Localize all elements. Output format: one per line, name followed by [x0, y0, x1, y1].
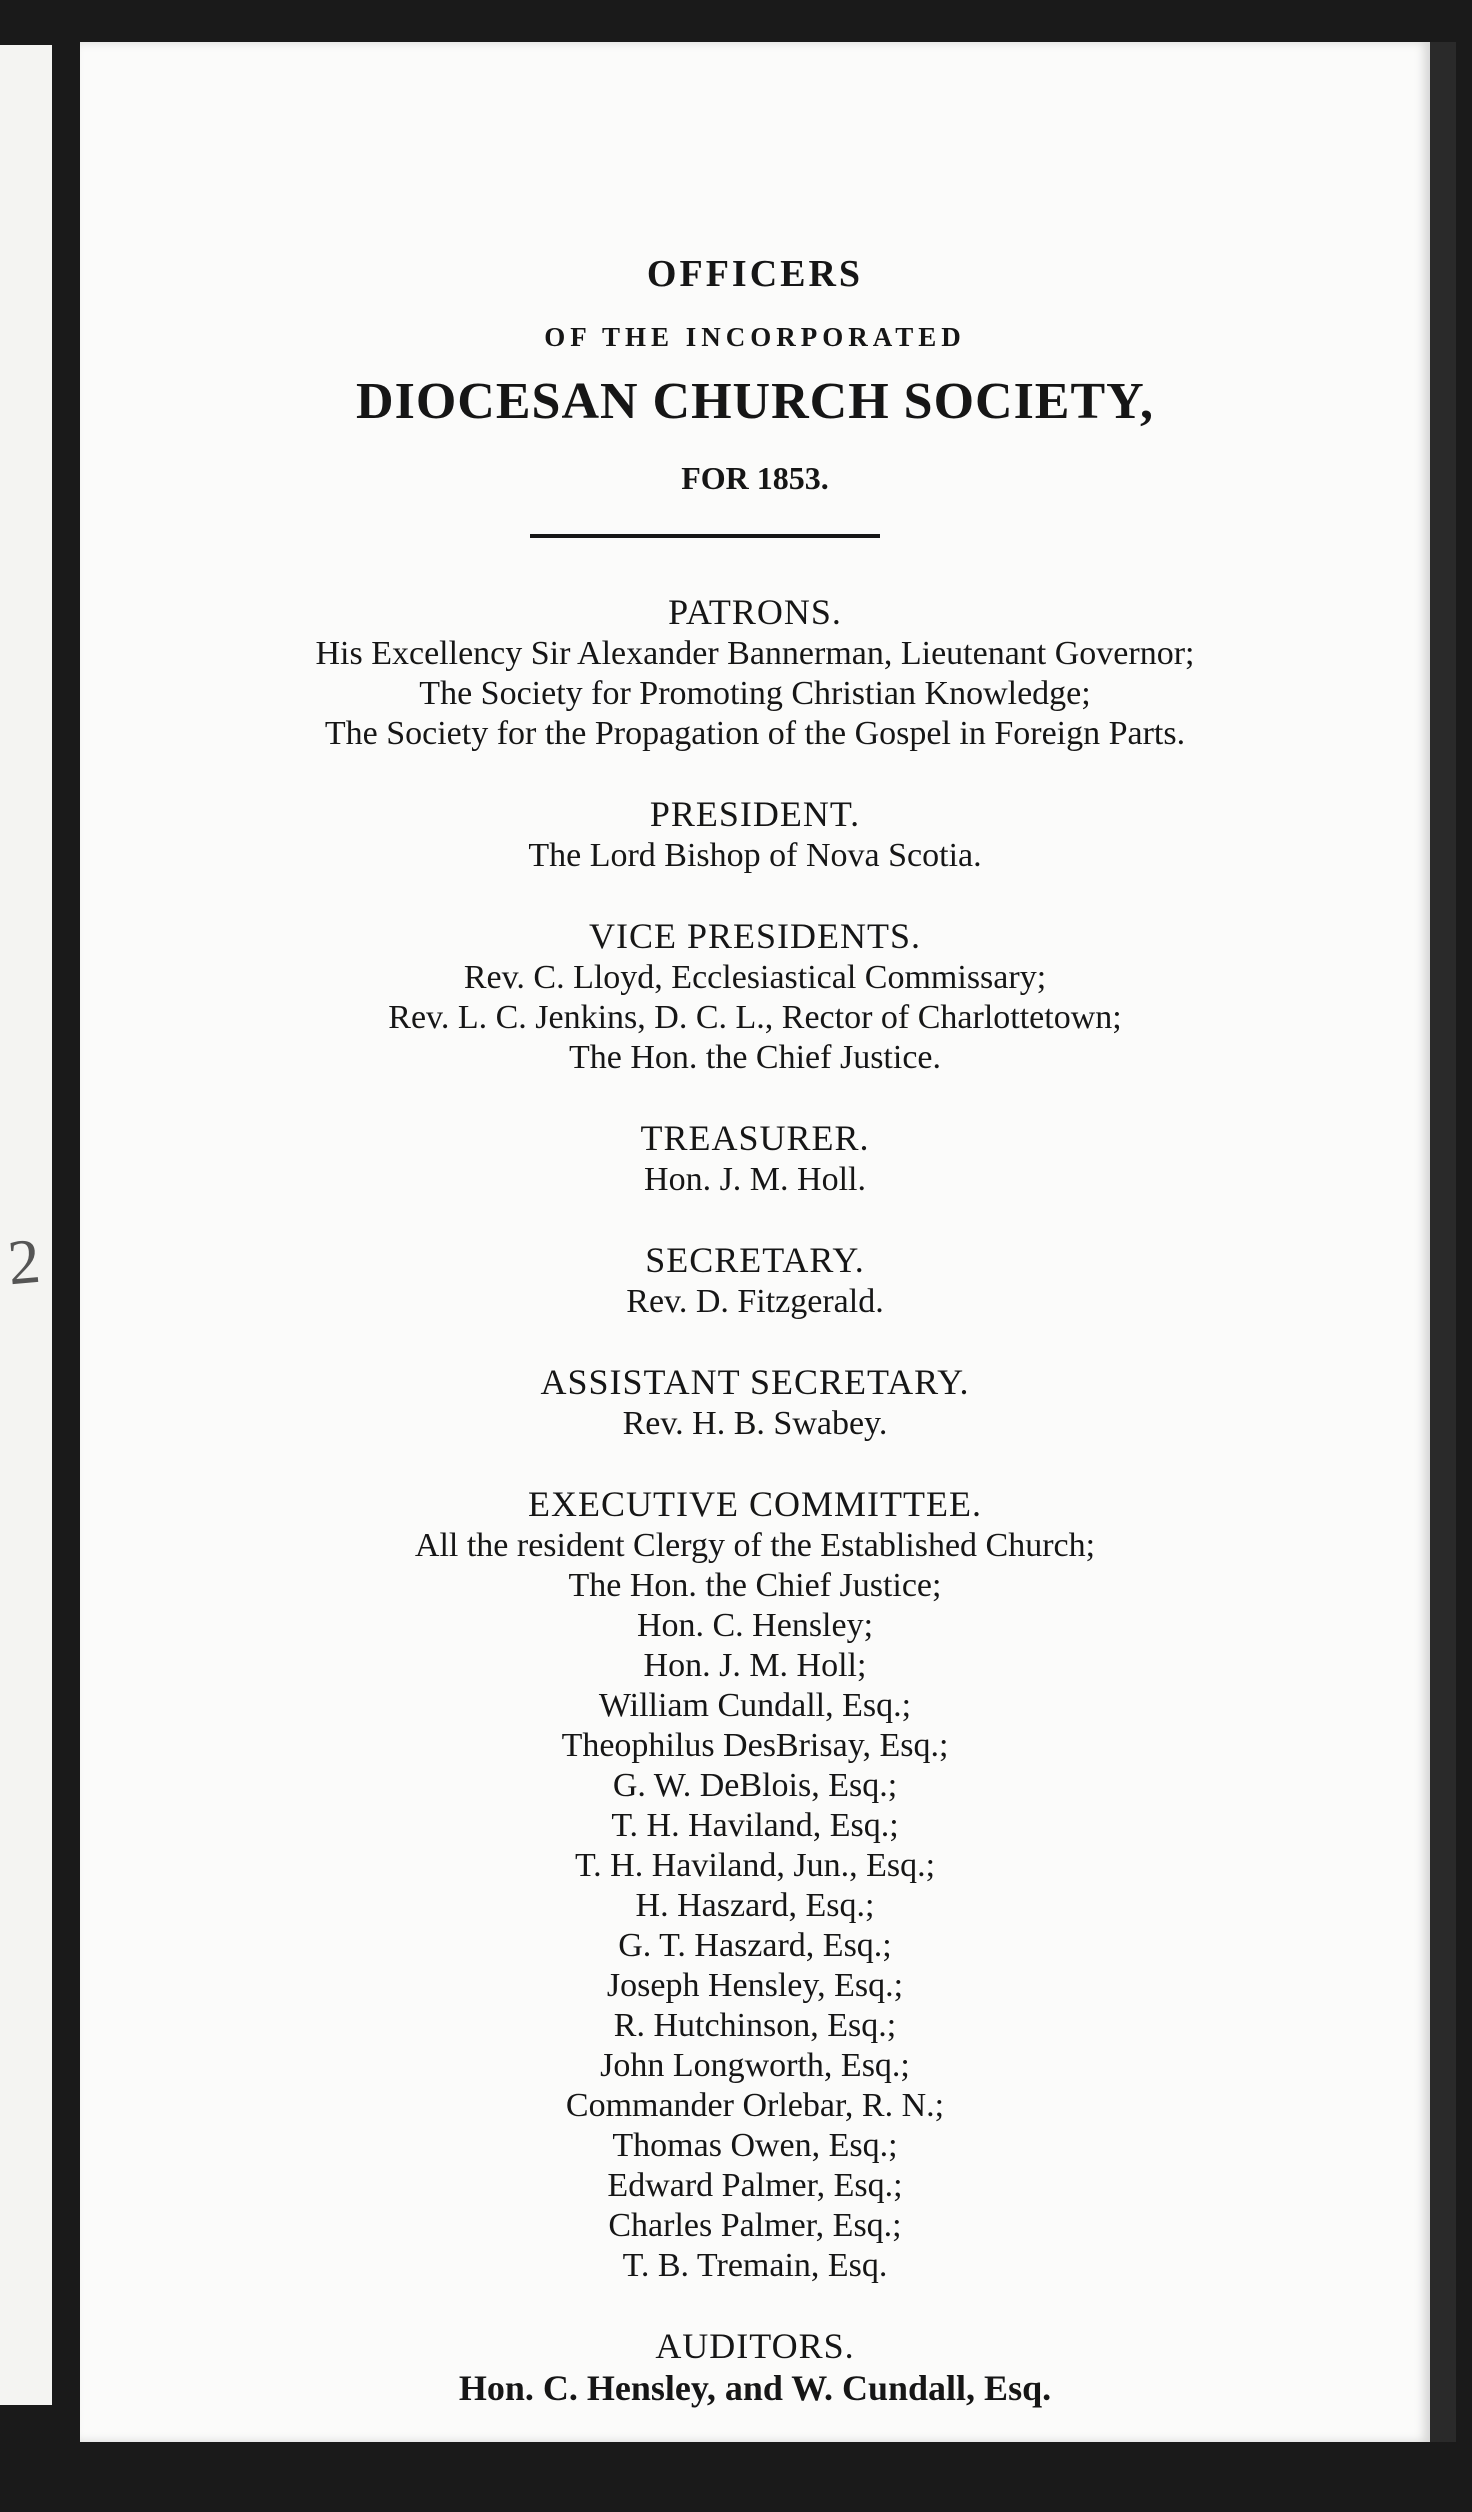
section-line: Joseph Hensley, Esq.;	[606, 1967, 904, 2004]
section-line: The Society for the Propagation of the Gospel in Foreign Parts.	[324, 715, 1186, 752]
section-line: Commander Orlebar, R. N.;	[565, 2087, 945, 2124]
section-heading: ASSISTANT SECRETARY.	[540, 1362, 970, 1402]
section-secretary	[80, 1238, 1430, 1322]
section-heading: PATRONS.	[668, 592, 842, 632]
section-executive-committee	[80, 1482, 1430, 2286]
section-line: The Hon. the Chief Justice;	[568, 1567, 942, 1604]
section-line: Theophilus DesBrisay, Esq.;	[561, 1727, 949, 1764]
facing-page-edge	[0, 45, 52, 2405]
section-heading: TREASURER.	[640, 1118, 870, 1158]
section-line: His Excellency Sir Alexander Bannerman, Lieutenant Governor;	[315, 635, 1195, 672]
section-line: Hon. C. Hensley;	[636, 1607, 874, 1644]
section-line: G. T. Haszard, Esq.;	[618, 1927, 892, 1964]
section-line: The Lord Bishop of Nova Scotia.	[528, 837, 982, 874]
margin-fragment: 2	[4, 1224, 43, 1299]
title-year: FOR 1853.	[681, 460, 829, 496]
section-line: T. H. Haviland, Esq.;	[611, 1807, 899, 1844]
title-incorporated: OF THE INCORPORATED	[544, 322, 966, 352]
section-line: Rev. L. C. Jenkins, D. C. L., Rector of Charlottetown;	[388, 999, 1122, 1036]
section-line: T. B. Tremain, Esq.	[622, 2247, 888, 2284]
section-treasurer	[80, 1116, 1430, 1200]
section-line: T. H. Haviland, Jun., Esq.;	[574, 1847, 936, 1884]
title-society: DIOCESAN CHURCH SOCIETY,	[356, 373, 1154, 430]
section-line: Hon. J. M. Holl;	[643, 1647, 867, 1684]
section-line: Thomas Owen, Esq.;	[612, 2127, 898, 2164]
section-line: Rev. D. Fitzgerald.	[626, 1283, 884, 1320]
section-line: R. Hutchinson, Esq.;	[613, 2007, 897, 2044]
section-line: Charles Palmer, Esq.;	[608, 2207, 902, 2244]
section-line: Hon. C. Hensley, and W. Cundall, Esq.	[458, 2368, 1052, 2408]
section-heading: SECRETARY.	[645, 1240, 865, 1280]
section-line: John Longworth, Esq.;	[600, 2047, 910, 2084]
section-line: The Society for Promoting Christian Knowledge;	[419, 675, 1091, 712]
section-line: G. W. DeBlois, Esq.;	[612, 1767, 898, 1804]
section-patrons	[80, 590, 1430, 754]
section-heading: VICE PRESIDENTS.	[588, 916, 922, 956]
document-page	[80, 42, 1456, 2442]
section-heading: AUDITORS.	[655, 2326, 855, 2366]
section-assistant-secretary	[80, 1360, 1430, 1444]
section-vice-presidents	[80, 914, 1430, 1078]
section-line: The Hon. the Chief Justice.	[568, 1039, 942, 1076]
section-line: All the resident Clergy of the Established Church;	[414, 1527, 1096, 1564]
section-line: Rev. C. Lloyd, Ecclesiastical Commissary;	[463, 959, 1047, 996]
section-heading: PRESIDENT.	[649, 794, 861, 834]
officers-list	[80, 590, 1430, 2446]
section-president	[80, 792, 1430, 876]
title-officers: OFFICERS	[646, 253, 864, 295]
divider-rule	[530, 534, 880, 538]
section-line: William Cundall, Esq.;	[598, 1687, 912, 1724]
section-line: H. Haszard, Esq.;	[635, 1887, 875, 1924]
section-auditors	[80, 2324, 1430, 2408]
section-line: Edward Palmer, Esq.;	[607, 2167, 903, 2204]
section-heading: EXECUTIVE COMMITTEE.	[528, 1484, 982, 1524]
section-line: Rev. H. B. Swabey.	[622, 1405, 888, 1442]
section-line: Hon. J. M. Holl.	[644, 1161, 866, 1198]
